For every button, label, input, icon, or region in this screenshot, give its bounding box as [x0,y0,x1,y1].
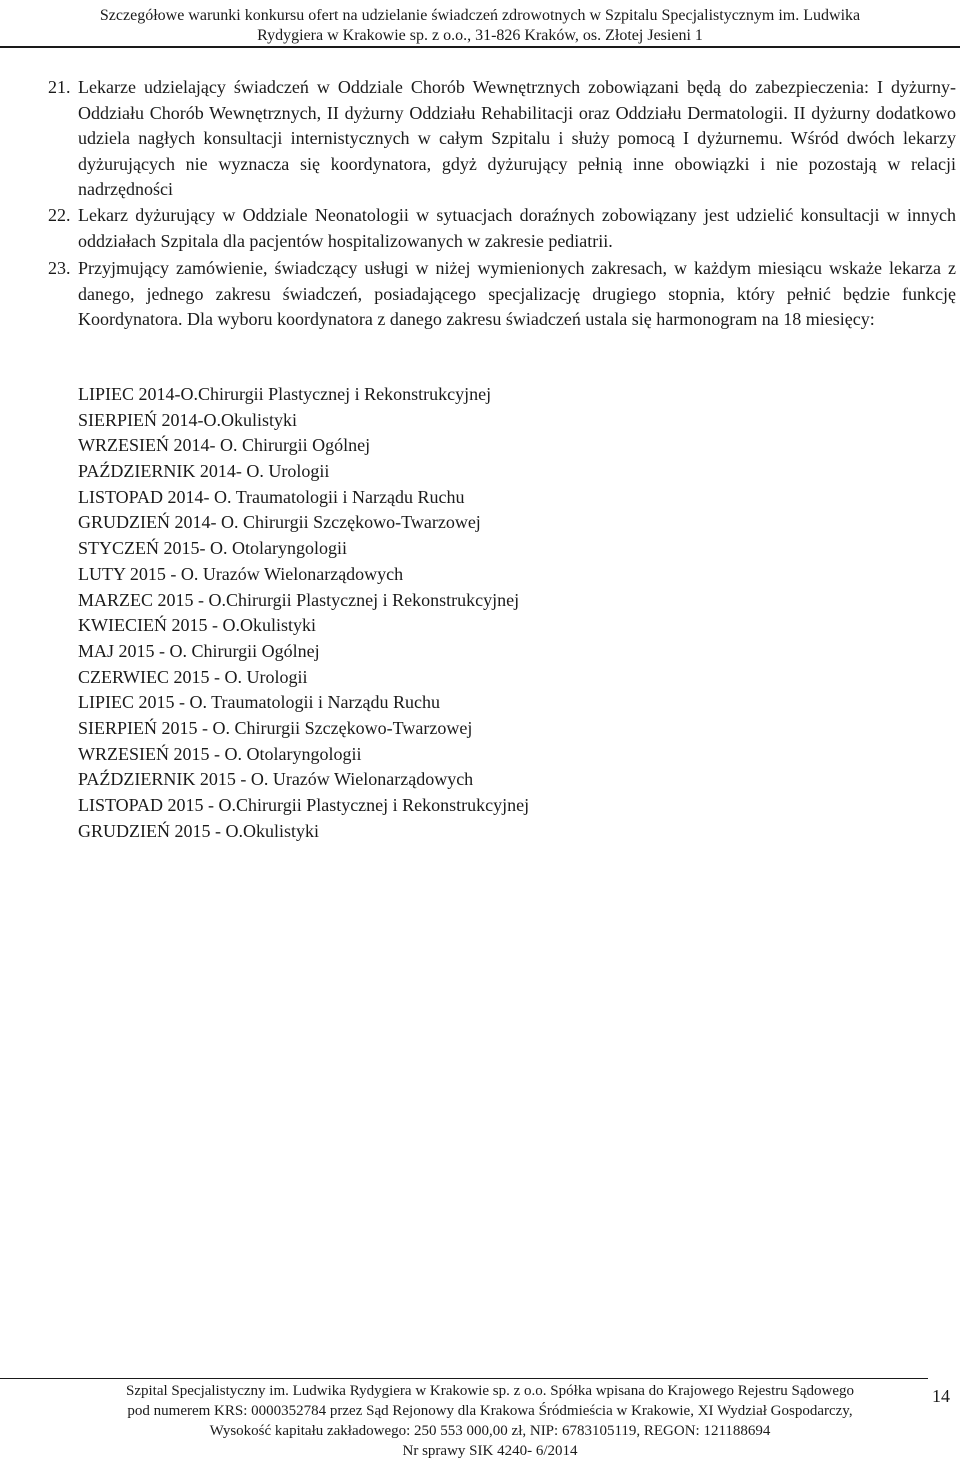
footer-line-3: Wysokość kapitału zakładowego: 250 553 000,00 zł, NIP: 6783105119, REGON: 121188694 [209,1423,771,1439]
schedule-item: LISTOPAD 2015 - O.Chirurgii Plastycznej i Rekonstrukcyjnej [78,795,530,815]
schedule-item: MARZEC 2015 - O.Chirurgii Plastycznej i Rekonstrukcyjnej [78,589,520,610]
paragraph-number: 23. [48,258,71,278]
header-line-2: Rydygiera w Krakowie sp. z o.o., 31-826 Kraków, os. Złotej Jesieni 1 [257,27,703,44]
header-divider [0,46,960,48]
paragraph-text: Lekarze udzielający świadczeń w Oddziale Chorób Wewnętrznych zobowiązani będą do zabezpieczenia: I dyżurny-Oddziału Chorób Wewnętrznych, II dyżurny Oddziału Rehabilitacji oraz Oddziału Dermatologii. II dyżurny dodatkowo udziela nagłych konsultacji internistycznych w całym Szpitalu i służy pomocą I dyżurnemu. Wśród dwóch lekarzy dyżurujących nie wyznacza się koordynatora, gdyż dyżurujący pełnią inne obowiązki i nie pozostają w relacji nadrzędności [78,77,956,199]
schedule-item: WRZESIEŃ 2015 - O. Otolaryngologii [78,743,362,764]
paragraph-text: Przyjmujący zamówienie, świadczący usługi w niżej wymienionych zakresach, w każdym miesiącu wskaże lekarza z danego, jednego zakresu świadczeń, posiadającego specjalizację drugiego stopnia, który pełnić będzie funkcję Koordynatora. Dla wyboru koordynatora z danego zakresu świadczeń ustala się harmonogram na 18 miesięcy: [78,258,956,329]
coordinator-schedule-list [78,382,938,844]
footer-line-4: Nr sprawy SIK 4240- 6/2014 [402,1443,578,1459]
schedule-item: PAŹDZIERNIK 2014- O. Urologii [78,461,330,482]
page-number: 14 [932,1386,950,1406]
paragraph-number: 22. [48,205,71,225]
schedule-item: LIPIEC 2014-O.Chirurgii Plastycznej i Rekonstrukcyjnej [78,384,492,404]
schedule-item: KWIECIEŃ 2015 - O.Okulistyki [78,615,316,636]
footer-divider [0,1378,928,1379]
paragraph-21 [48,75,956,203]
schedule-item: PAŹDZIERNIK 2015 - O. Urazów Wielonarządowych [78,769,474,790]
schedule-item: CZERWIEC 2015 - O. Urologii [78,666,308,687]
header-line-1: Szczegółowe warunki konkursu ofert na udzielanie świadczeń zdrowotnych w Szpitalu Specjalistycznym im. Ludwika [99,7,861,24]
schedule-item: WRZESIEŃ 2014- O. Chirurgii Ogólnej [78,435,371,456]
footer-line-1: Szpital Specjalistyczny im. Ludwika Rydygiera w Krakowie sp. z o.o. Spółka wpisana do Krajowego Rejestru Sądowego [126,1383,854,1399]
schedule-item: MAJ 2015 - O. Chirurgii Ogólnej [78,640,320,661]
footer-line-2: pod numerem KRS: 0000352784 przez Sąd Rejonowy dla Krakowa Śródmieścia w Krakowie, XI Wydział Gospodarczy, [127,1403,853,1419]
page-footer [60,1381,920,1461]
paragraph-22 [48,203,956,254]
page-header [0,6,960,46]
schedule-item: SIERPIEŃ 2015 - O. Chirurgii Szczękowo-Twarzowej [78,717,473,738]
schedule-item: STYCZEŃ 2015- O. Otolaryngologii [78,538,347,559]
schedule-item: LISTOPAD 2014- O. Traumatologii i Narządu Ruchu [78,486,465,507]
schedule-item: GRUDZIEŃ 2015 - O.Okulistyki [78,820,319,841]
schedule-item: SIERPIEŃ 2014-O.Okulistyki [78,409,298,430]
schedule-item: LUTY 2015 - O. Urazów Wielonarządowych [78,563,404,584]
paragraph-text: Lekarz dyżurujący w Oddziale Neonatologii w sytuacjach doraźnych zobowiązany jest udzielić konsultacji w innych oddziałach Szpitala dla pacjentów hospitalizowanych w zakresie pediatrii. [78,205,956,251]
schedule-item: GRUDZIEŃ 2014- O. Chirurgii Szczękowo-Twarzowej [78,512,481,533]
paragraph-23 [48,256,956,333]
paragraph-number: 21. [48,77,71,97]
schedule-item: LIPIEC 2015 - O. Traumatologii i Narządu Ruchu [78,692,440,713]
